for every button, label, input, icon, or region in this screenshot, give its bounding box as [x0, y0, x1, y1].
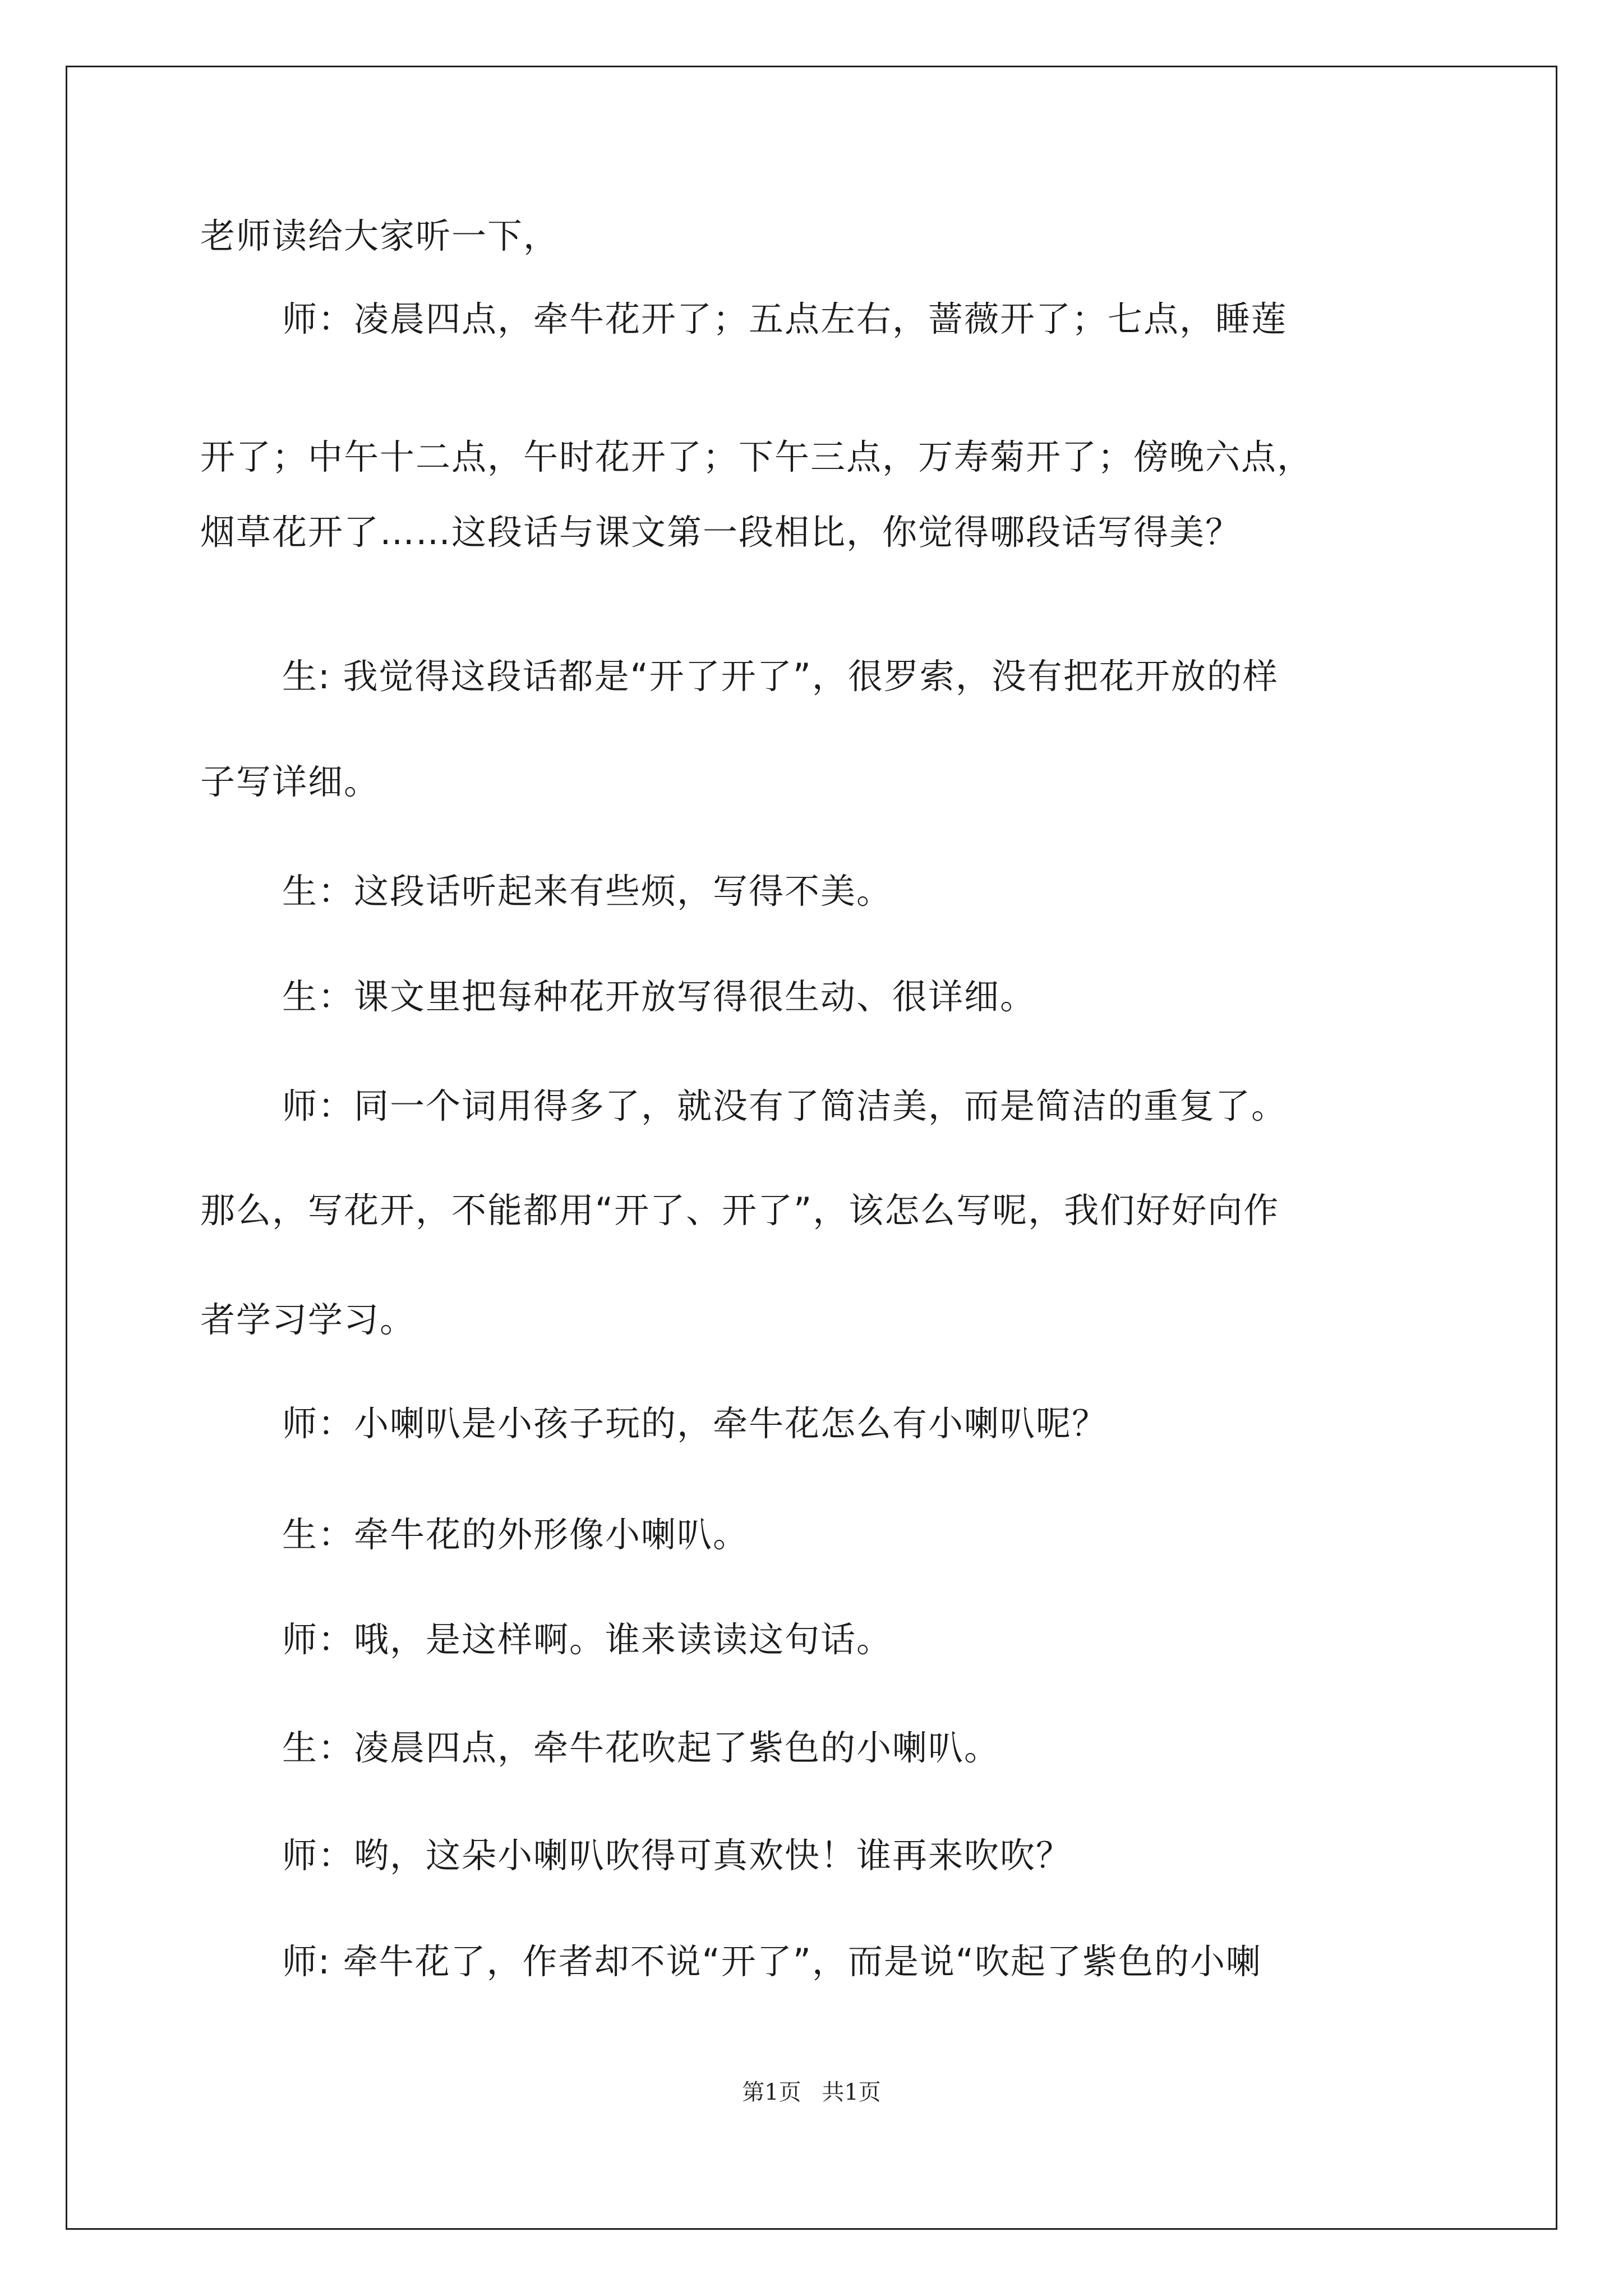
- page-number: 第1页: [742, 2079, 801, 2105]
- text-line: 师: 牵牛花了，作者却不说“开了”，而是说“吹起了紫色的小喇: [282, 1941, 1262, 1982]
- text-line: 师：哟，这朵小喇叭吹得可真欢快！谁再来吹吹？: [282, 1835, 1072, 1876]
- text-line: 师：小喇叭是小孩子玩的，牵牛花怎么有小喇叭呢？: [282, 1403, 1108, 1444]
- text-line: 师：同一个词用得多了，就没有了简洁美，而是简洁的重复了。: [282, 1085, 1288, 1126]
- text-line: 生：这段话听起来有些烦，写得不美。: [282, 871, 893, 912]
- text-line: 老师读给大家听一下，: [200, 215, 560, 256]
- text-line: 生：牵牛花的外形像小喇叭。: [282, 1514, 749, 1555]
- text-line: 那么，写花开，不能都用“开了、开了”，该怎么写呢，我们好好向作: [200, 1190, 1280, 1231]
- text-line: 者学习学习。: [200, 1299, 416, 1340]
- text-line: 开了；中午十二点，午时花开了；下午三点，万寿菊开了；傍晚六点，: [200, 436, 1313, 477]
- text-line: 烟草花开了……这段话与课文第一段相比，你觉得哪段话写得美？: [200, 512, 1242, 553]
- text-line: 生: 我觉得这段话都是“开了开了”，很罗索，没有把花开放的样: [282, 656, 1279, 697]
- text-line: 子写详细。: [200, 761, 380, 802]
- text-line: 师：哦，是这样啊。谁来读读这句话。: [282, 1619, 893, 1660]
- text-line: 生：课文里把每种花开放写得很生动、很详细。: [282, 976, 1036, 1017]
- text-line: 师：凌晨四点，牵牛花开了；五点左右，蔷薇开了；七点，睡莲: [282, 298, 1288, 339]
- page-border: [66, 66, 1557, 2230]
- page-total: 共1页: [822, 2079, 881, 2105]
- page-footer: [0, 2074, 1623, 2106]
- text-line: 生：凌晨四点，牵牛花吹起了紫色的小喇叭。: [282, 1727, 1000, 1768]
